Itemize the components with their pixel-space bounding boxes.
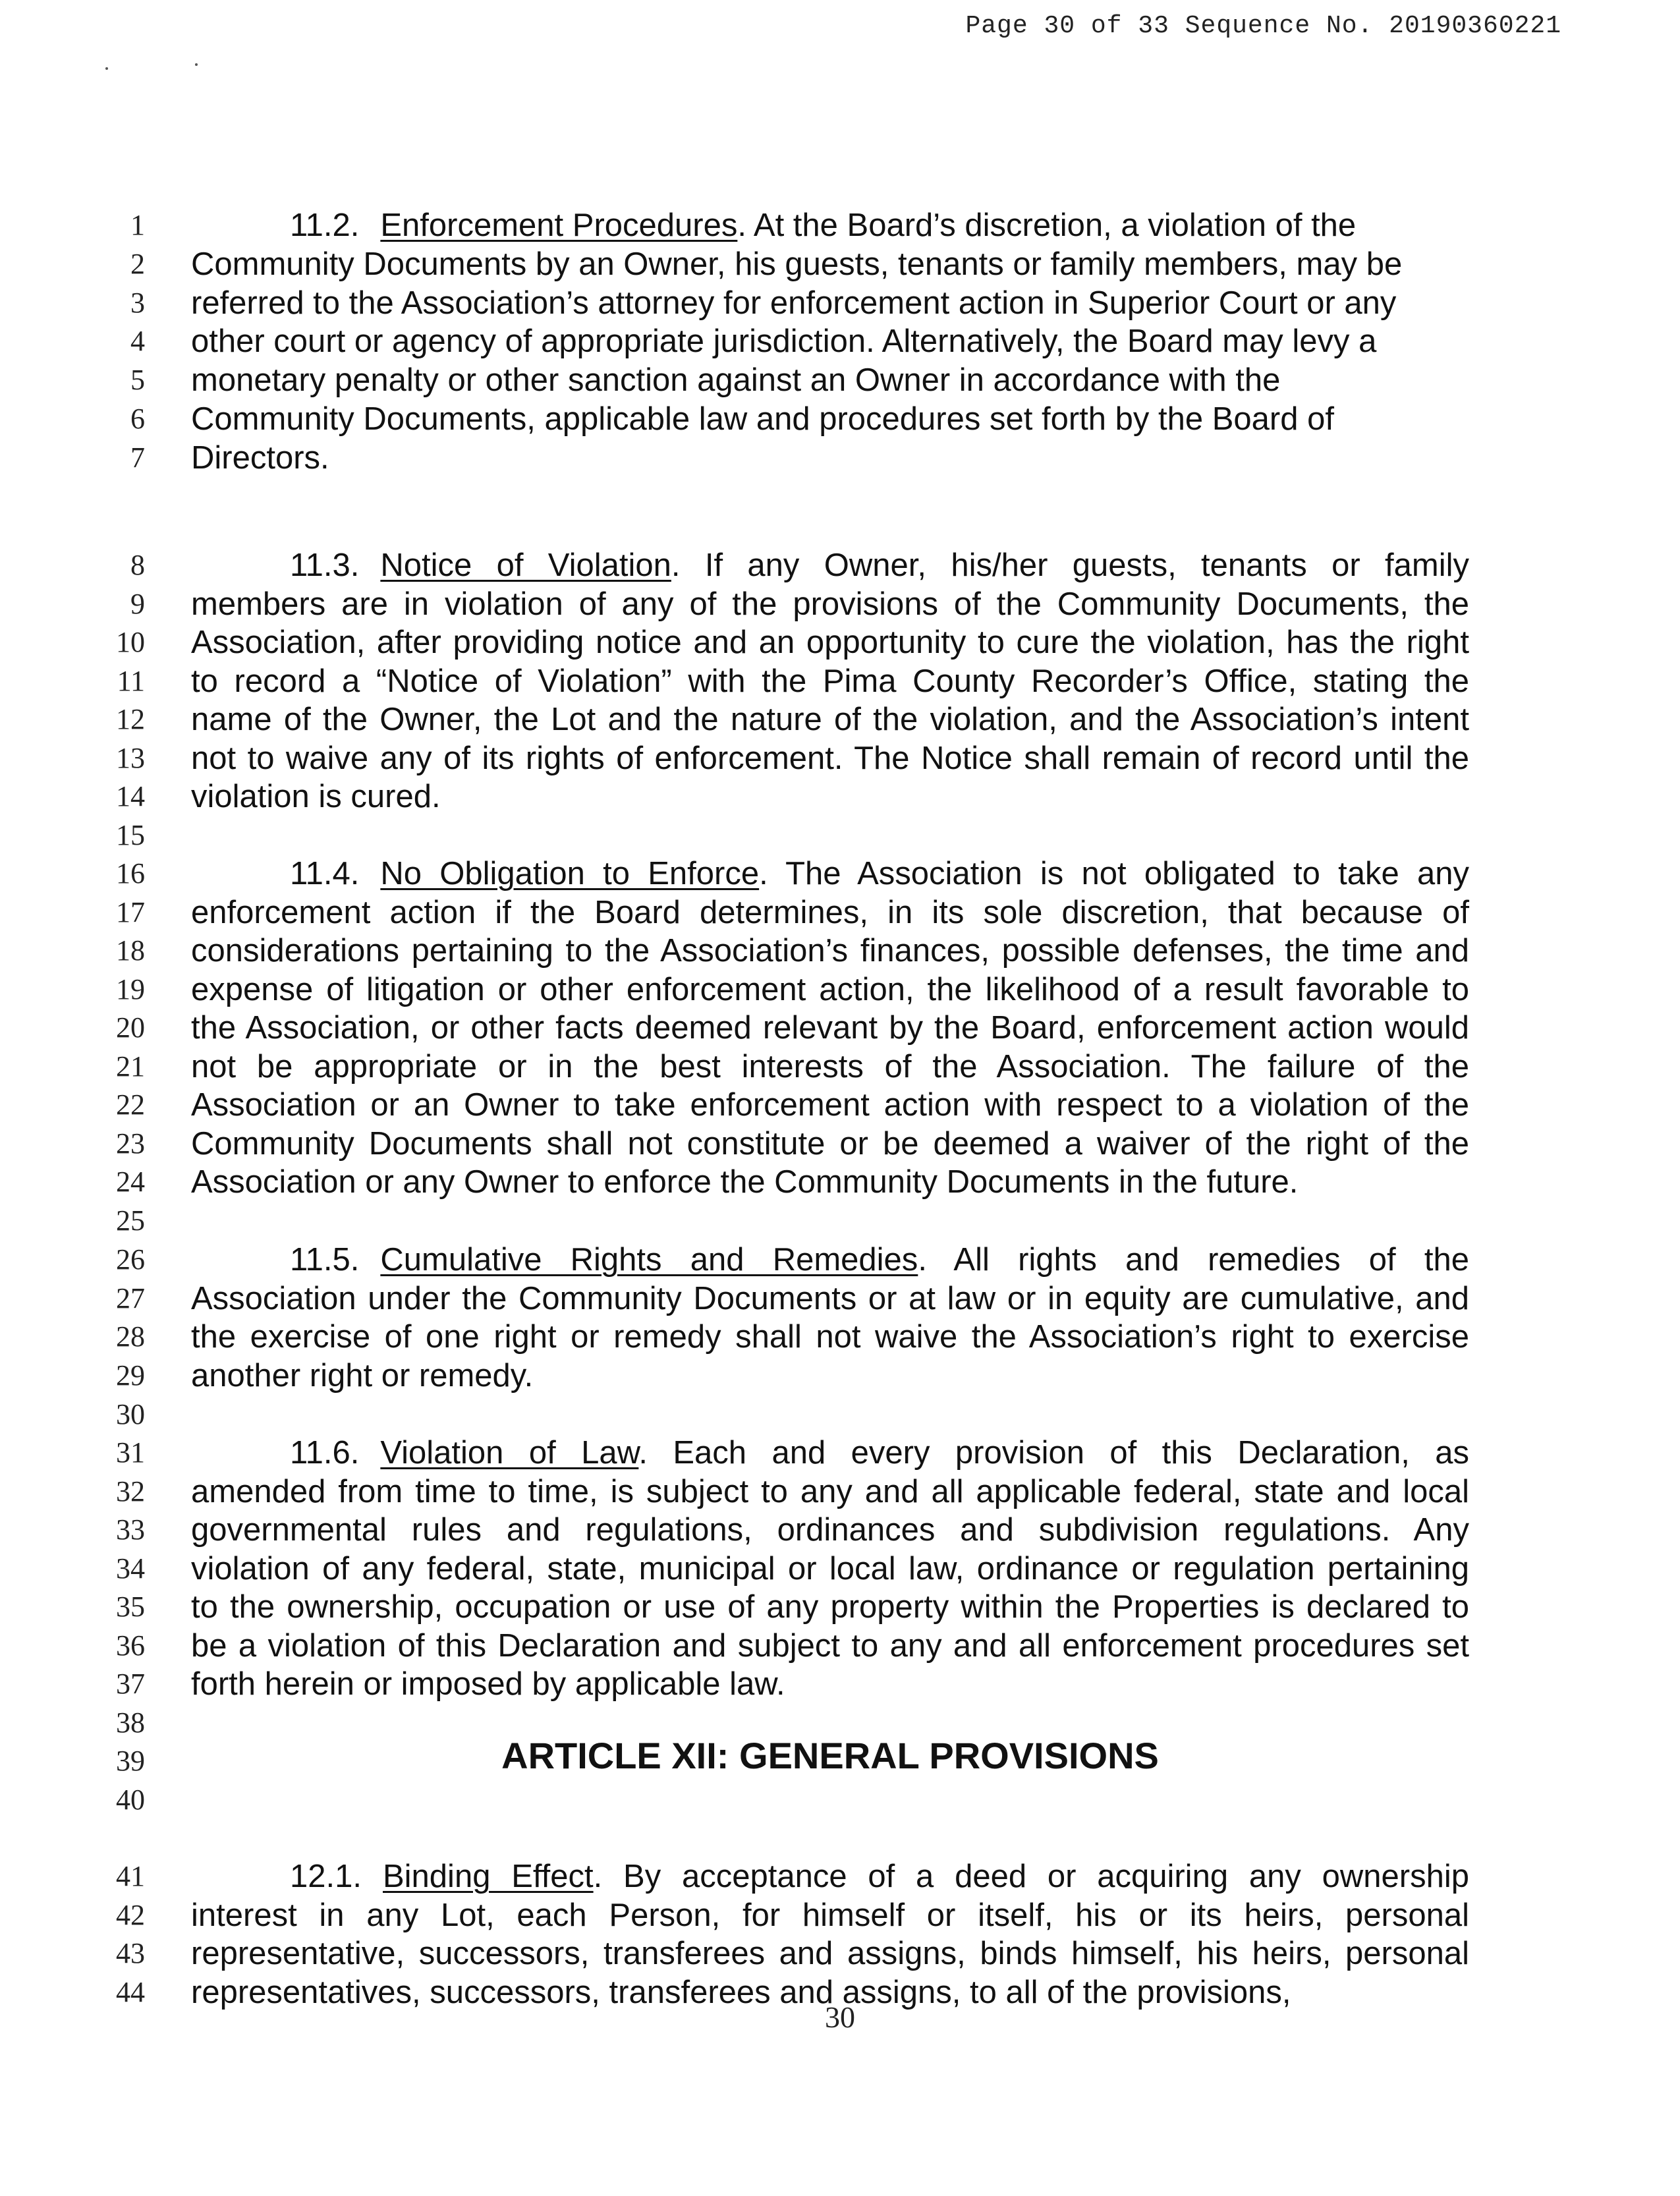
line-number: 35 xyxy=(116,1591,145,1623)
section-title: Binding Effect xyxy=(382,1859,594,1894)
document-line xyxy=(0,360,1680,400)
document-line xyxy=(0,1047,1680,1086)
line-text: Association, after providing notice and an opportunity to cure the violation, has the right xyxy=(191,625,1469,660)
document-line xyxy=(0,1549,1680,1589)
scan-speck xyxy=(105,67,108,70)
article-heading: ARTICLE XII: GENERAL PROVISIONS xyxy=(501,1735,1159,1776)
line-text: not be appropriate or in the best interests of the Association. The failure of the xyxy=(191,1049,1469,1084)
line-number: 14 xyxy=(116,780,145,812)
line-number: 10 xyxy=(116,626,145,658)
document-line xyxy=(0,584,1680,624)
blank-line xyxy=(0,816,1680,855)
section-title: Cumulative Rights and Remedies xyxy=(380,1242,918,1278)
document-line xyxy=(0,244,1680,284)
section-text: . All rights and remedies of the xyxy=(918,1242,1469,1278)
line-text: members are in violation of any of the provisions of the Community Documents, the xyxy=(191,586,1469,622)
line-number: 39 xyxy=(116,1745,145,1777)
line-text: to the ownership, occupation or use of any property within the Properties is declared to xyxy=(191,1589,1469,1625)
section-number: 11.5. xyxy=(290,1242,360,1278)
document-line xyxy=(0,1279,1680,1318)
line-number: 6 xyxy=(130,403,145,435)
line-text: not to waive any of its rights of enforcement. The Notice shall remain of record until the xyxy=(191,741,1469,776)
line-number: 15 xyxy=(116,819,145,851)
document-line xyxy=(0,1356,1680,1395)
line-number: 22 xyxy=(116,1088,145,1121)
document-line xyxy=(0,1162,1680,1202)
section-number: 11.3. xyxy=(290,548,360,583)
line-number: 13 xyxy=(116,742,145,774)
section-text: . The Association is not obligated to take any xyxy=(759,856,1470,891)
document-line xyxy=(0,1510,1680,1550)
document-line xyxy=(0,1934,1680,1973)
line-text xyxy=(290,1433,1469,1473)
blank-line xyxy=(0,1395,1680,1434)
line-text: amended from time to time, is subject to any and all applicable federal, state and local xyxy=(191,1474,1469,1509)
document-line xyxy=(0,854,1680,893)
line-number: 3 xyxy=(130,287,145,319)
line-number: 25 xyxy=(116,1204,145,1237)
line-number: 41 xyxy=(116,1860,145,1892)
page-number: 30 xyxy=(825,2000,855,2034)
line-text: Community Documents shall not constitute or be deemed a waiver of the right of the xyxy=(191,1126,1469,1162)
document-line xyxy=(0,1587,1680,1627)
document-line xyxy=(0,931,1680,971)
line-number: 38 xyxy=(116,1706,145,1739)
line-number: 33 xyxy=(116,1513,145,1546)
document-line xyxy=(0,1896,1680,1935)
line-text: to record a “Notice of Violation” with the Pima County Recorder’s Office, stating the xyxy=(191,663,1469,699)
line-number: 20 xyxy=(116,1011,145,1044)
line-number: 2 xyxy=(130,248,145,280)
line-text: representative, successors, transferees and assigns, binds himself, his heirs, personal xyxy=(191,1936,1469,1971)
line-number: 12 xyxy=(116,703,145,735)
line-text: Association or any Owner to enforce the Community Documents in the future. xyxy=(191,1164,1299,1200)
line-number: 32 xyxy=(116,1475,145,1507)
document-line xyxy=(0,1857,1680,1896)
line-number: 16 xyxy=(116,857,145,889)
line-number: 17 xyxy=(116,896,145,928)
section-text: . At the Board’s discretion, a violation of the xyxy=(737,208,1357,243)
line-number: 28 xyxy=(116,1320,145,1353)
blank-line xyxy=(0,1201,1680,1241)
line-number: 1 xyxy=(130,209,145,241)
article-heading-line xyxy=(0,1735,1680,1794)
line-number: 24 xyxy=(116,1166,145,1198)
document-line xyxy=(0,546,1680,585)
document-line xyxy=(0,1626,1680,1666)
line-text xyxy=(290,1857,1469,1896)
line-number: 19 xyxy=(116,973,145,1005)
section-number: 11.6. xyxy=(290,1435,360,1471)
line-text: considerations pertaining to the Association’s finances, possible defenses, the time and xyxy=(191,933,1469,969)
section-number: 11.2. xyxy=(290,208,360,243)
line-text: violation of any federal, state, municipal or local law, ordinance or regulation pertaining xyxy=(191,1551,1469,1587)
line-text: monetary penalty or other sanction against an Owner in accordance with the xyxy=(191,362,1281,398)
page-header: Page 30 of 33 Sequence No. 20190360221 xyxy=(965,12,1561,40)
line-text: Community Documents by an Owner, his guests, tenants or family members, may be xyxy=(191,246,1403,282)
document-line xyxy=(0,777,1680,816)
line-number: 37 xyxy=(116,1668,145,1700)
line-text xyxy=(290,854,1469,893)
line-text: the Association, or other facts deemed relevant by the Board, enforcement action would xyxy=(191,1010,1469,1046)
line-text: Community Documents, applicable law and procedures set forth by the Board of xyxy=(191,401,1334,437)
document-line xyxy=(0,206,1680,245)
line-text: representatives, successors, transferees and assigns, to all of the provisions, xyxy=(191,1975,1291,2010)
line-number: 29 xyxy=(116,1359,145,1392)
line-number: 27 xyxy=(116,1282,145,1314)
document-line xyxy=(0,1472,1680,1511)
line-text: expense of litigation or other enforcement action, the likelihood of a result favorable to xyxy=(191,972,1469,1007)
line-number: 8 xyxy=(130,549,145,581)
line-number: 43 xyxy=(116,1937,145,1969)
document-line xyxy=(0,322,1680,361)
document-line xyxy=(0,1085,1680,1125)
line-number: 21 xyxy=(116,1050,145,1083)
section-text: . Each and every provision of this Declaration, as xyxy=(638,1435,1469,1471)
line-number: 30 xyxy=(116,1398,145,1430)
line-number: 4 xyxy=(130,325,145,357)
section-text: . If any Owner, his/her guests, tenants or family xyxy=(671,548,1469,583)
line-number: 18 xyxy=(116,934,145,967)
line-text: name of the Owner, the Lot and the nature of the violation, and the Association’s intent xyxy=(191,702,1469,737)
document-line xyxy=(0,893,1680,932)
line-number: 34 xyxy=(116,1552,145,1585)
document-line xyxy=(0,283,1680,323)
line-number: 9 xyxy=(130,588,145,620)
line-text: other court or agency of appropriate jurisdiction. Alternatively, the Board may levy a xyxy=(191,324,1377,359)
section-title: Violation of Law xyxy=(380,1435,639,1471)
line-number: 40 xyxy=(116,1784,145,1816)
section-title: Notice of Violation xyxy=(380,548,671,583)
document-line xyxy=(0,1433,1680,1473)
line-text: Association or an Owner to take enforcement action with respect to a violation of the xyxy=(191,1087,1469,1123)
line-text: forth herein or imposed by applicable law. xyxy=(191,1666,785,1702)
section-title: No Obligation to Enforce xyxy=(380,856,760,891)
document-line xyxy=(0,1240,1680,1280)
line-text: be a violation of this Declaration and subject to any and all enforcement procedures set xyxy=(191,1628,1469,1664)
line-text xyxy=(290,546,1469,585)
line-number: 5 xyxy=(130,364,145,396)
line-number: 11 xyxy=(117,665,145,697)
section-text: . By acceptance of a deed or acquiring any ownership xyxy=(593,1859,1469,1894)
section-title: Enforcement Procedures xyxy=(380,208,738,243)
document-line xyxy=(0,970,1680,1009)
line-number: 7 xyxy=(130,441,145,474)
document-line xyxy=(0,399,1680,439)
line-number: 26 xyxy=(116,1243,145,1276)
document-line xyxy=(0,623,1680,662)
document-line xyxy=(0,662,1680,701)
document-line xyxy=(0,700,1680,739)
line-text: interest in any Lot, each Person, for himself or itself, his or its heirs, personal xyxy=(191,1898,1469,1933)
document-line xyxy=(0,438,1680,478)
document-line xyxy=(0,1317,1680,1357)
section-number: 11.4. xyxy=(290,856,360,891)
document-line xyxy=(0,1124,1680,1164)
document-line xyxy=(0,739,1680,778)
line-text: enforcement action if the Board determines, in its sole discretion, that because of xyxy=(191,895,1469,930)
line-text: violation is cured. xyxy=(191,779,441,814)
line-number: 42 xyxy=(116,1899,145,1931)
document-line xyxy=(0,1008,1680,1048)
line-text: another right or remedy. xyxy=(191,1358,534,1394)
line-text: governmental rules and regulations, ordinances and subdivision regulations. Any xyxy=(191,1512,1469,1548)
line-number: 44 xyxy=(116,1976,145,2008)
line-text: referred to the Association’s attorney for enforcement action in Superior Court or any xyxy=(191,285,1397,321)
scan-speck xyxy=(195,63,198,66)
line-text xyxy=(290,206,1469,245)
line-text xyxy=(290,1240,1469,1280)
line-text: Association under the Community Documents or at law or in equity are cumulative, and xyxy=(191,1281,1469,1316)
document-line xyxy=(0,1664,1680,1704)
section-number: 12.1. xyxy=(290,1859,362,1894)
line-text: the exercise of one right or remedy shall not waive the Association’s right to exercise xyxy=(191,1319,1469,1355)
line-number: 31 xyxy=(116,1436,145,1469)
line-number: 36 xyxy=(116,1629,145,1662)
line-number: 23 xyxy=(116,1127,145,1160)
line-text: Directors. xyxy=(191,440,329,476)
